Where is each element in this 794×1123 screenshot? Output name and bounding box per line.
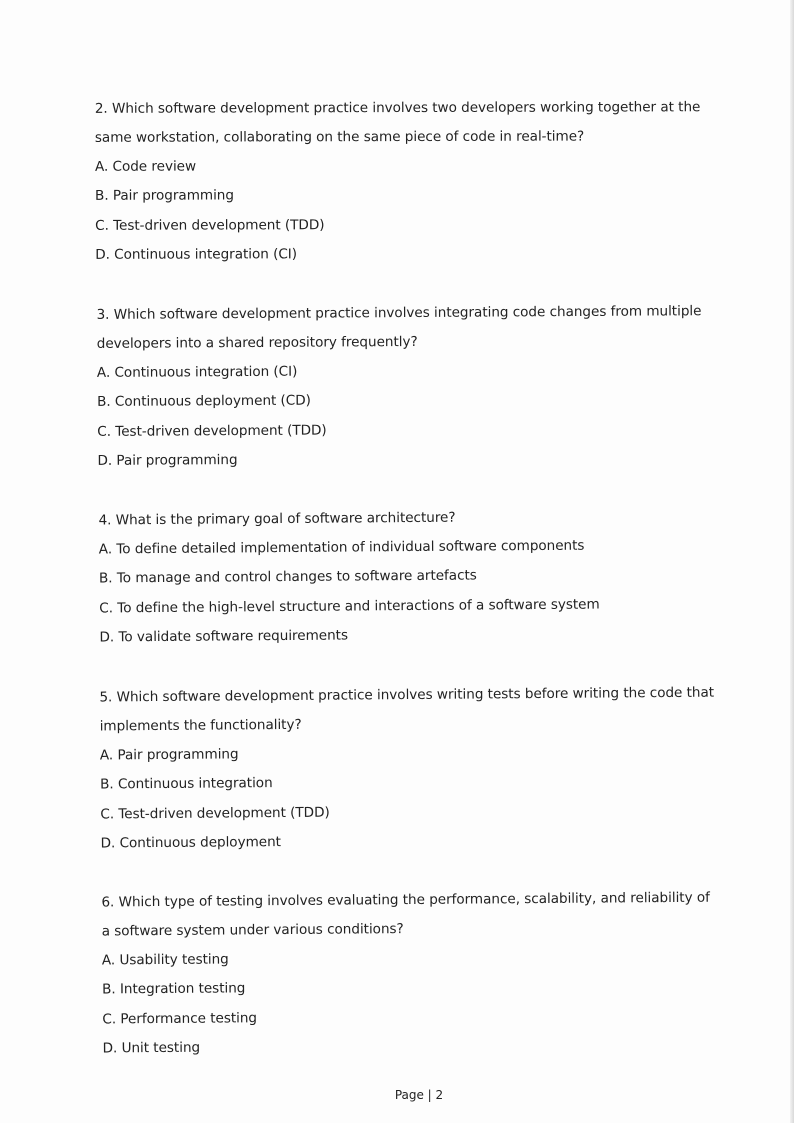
answer-option: D. Pair programming	[97, 452, 238, 469]
question-text: 4. What is the primary goal of software architecture?	[98, 510, 456, 529]
question-5	[99, 678, 725, 858]
answer-option: A. Pair programming	[99, 745, 239, 764]
answer-option: A. To define detailed implementation of individual software components	[98, 538, 585, 558]
question-3	[96, 297, 725, 476]
answer-option: B. To manage and control changes to software artefacts	[98, 568, 477, 588]
answer-option: D. Unit testing	[102, 1039, 201, 1057]
question-4	[98, 502, 725, 653]
answer-option: C. Test-driven development (TDD)	[95, 216, 325, 234]
question-text: 2. Which software development practice involves two developers working together at the same workstation, collaborating on the same piece of code in real-time?	[94, 99, 701, 146]
question-text: 6. Which type of testing involves evaluating the performance, scalability, and reliability of a software system under various conditions?	[101, 889, 710, 940]
question-text: 3. Which software development practice involves integrating code changes from multiple developers into a shared repository frequently?	[96, 303, 702, 353]
answer-option: B. Integration testing	[102, 980, 246, 998]
answer-option: B. Pair programming	[95, 187, 234, 205]
page-edge-shadow	[790, 0, 794, 1123]
answer-option: D. Continuous integration (CI)	[95, 246, 298, 263]
question-6	[101, 883, 725, 1063]
page-number: Page | 2	[394, 1088, 444, 1102]
answer-option: D. To validate software requirements	[99, 627, 349, 646]
answer-option: C. Test-driven development (TDD)	[100, 803, 330, 822]
answer-option: C. Test-driven development (TDD)	[97, 422, 327, 440]
answer-option: C. To define the high-level structure and interactions of a software system	[99, 596, 600, 617]
answer-option: D. Continuous deployment	[100, 833, 281, 851]
answer-option: B. Continuous deployment (CD)	[97, 393, 311, 411]
answer-option: B. Continuous integration	[100, 774, 273, 793]
answer-option: A. Continuous integration (CI)	[96, 363, 298, 382]
answer-option: C. Performance testing	[102, 1009, 258, 1027]
question-text: 5. Which software development practice involves writing tests before writing the code that implements the functionality?	[99, 684, 715, 735]
answer-option: A. Code review	[94, 158, 197, 175]
answer-option: A. Usability testing	[101, 951, 229, 969]
question-2	[95, 93, 725, 270]
question-list	[95, 94, 725, 1091]
